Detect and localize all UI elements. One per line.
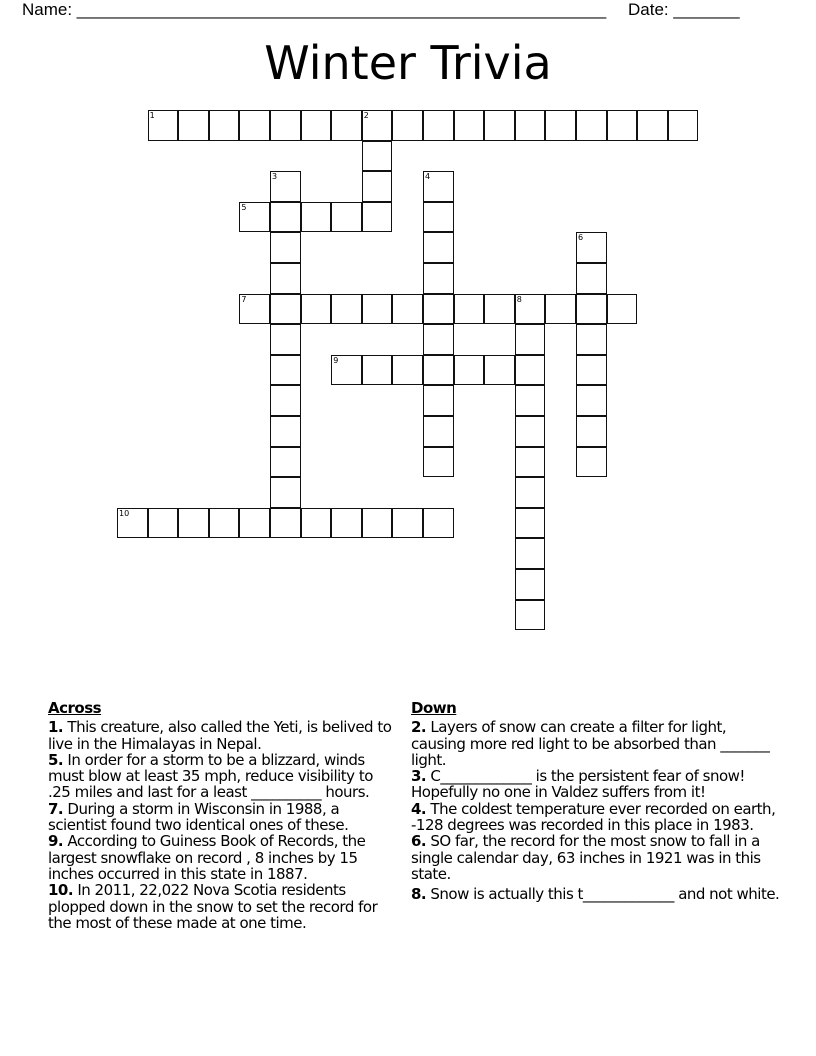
crossword-cell[interactable]: [331, 294, 362, 325]
crossword-cell[interactable]: [423, 447, 454, 478]
clue-number-label: 3: [272, 172, 278, 182]
crossword-cell[interactable]: [515, 355, 546, 386]
crossword-cell[interactable]: [392, 294, 423, 325]
clue-number: 2.: [411, 718, 427, 737]
date-field[interactable]: Date: _______: [628, 0, 740, 19]
crossword-cell[interactable]: [270, 171, 301, 202]
crossword-cell[interactable]: [515, 416, 546, 447]
crossword-cell[interactable]: [423, 263, 454, 294]
clue-number-label: 6: [578, 233, 584, 243]
clue-text: In order for a storm to be a blizzard, winds must blow at least 35 mph, reduce visibility to .25 miles and last for a least __________ hours.: [48, 750, 373, 802]
crossword-cell[interactable]: [392, 355, 423, 386]
crossword-cell[interactable]: [423, 508, 454, 539]
crossword-cell[interactable]: [392, 508, 423, 539]
crossword-cell[interactable]: [576, 416, 607, 447]
crossword-cell[interactable]: [423, 294, 454, 325]
clue-text: Snow is actually this t_____________ and not white.: [426, 885, 780, 904]
crossword-cell[interactable]: [515, 385, 546, 416]
crossword-cell[interactable]: [423, 355, 454, 386]
clue-number: 4.: [411, 799, 427, 818]
clue-text: The coldest temperature ever recorded on earth, -128 degrees was recorded in this place in 1983.: [411, 799, 776, 835]
crossword-cell[interactable]: [423, 416, 454, 447]
clue-number: 5.: [48, 750, 64, 769]
crossword-cell[interactable]: [331, 110, 362, 141]
crossword-cell[interactable]: [515, 447, 546, 478]
crossword-cell[interactable]: [301, 508, 332, 539]
crossword-cell[interactable]: [668, 110, 699, 141]
clue-text: According to Guiness Book of Records, the largest snowflake on record , 8 inches by 15 inches occurred in this state in 1887.: [48, 832, 366, 883]
crossword-cell[interactable]: [148, 508, 179, 539]
crossword-cell[interactable]: [484, 355, 515, 386]
crossword-cell[interactable]: [423, 202, 454, 233]
clue-number-label: 5: [241, 202, 247, 212]
crossword-cell[interactable]: [637, 110, 668, 141]
clue-text: C_____________ is the persistent fear of snow! Hopefully no one in Valdez suffers from it!: [411, 767, 745, 802]
across-clue: [48, 833, 398, 882]
crossword-cell[interactable]: [515, 294, 546, 325]
crossword-cell[interactable]: [331, 508, 362, 539]
down-heading: Down: [411, 699, 457, 717]
crossword-cell[interactable]: [331, 202, 362, 233]
crossword-cell[interactable]: [178, 110, 209, 141]
page-title: Winter Trivia: [264, 36, 552, 90]
crossword-cell[interactable]: [545, 110, 576, 141]
crossword-cell[interactable]: [270, 263, 301, 294]
crossword-cell[interactable]: [454, 294, 485, 325]
crossword-cell[interactable]: [270, 355, 301, 386]
crossword-cell[interactable]: [270, 294, 301, 325]
across-clue: [48, 882, 398, 931]
crossword-cell[interactable]: [239, 508, 270, 539]
crossword-cell[interactable]: [484, 110, 515, 141]
clue-number: 10.: [48, 881, 74, 900]
clue-number-label: 4: [425, 172, 431, 182]
across-clue: [48, 752, 398, 801]
crossword-cell[interactable]: [515, 477, 546, 508]
clue-number: 1.: [48, 718, 64, 737]
crossword-cell[interactable]: [239, 294, 270, 325]
across-heading: Across: [48, 699, 102, 717]
crossword-cell[interactable]: [454, 110, 485, 141]
down-clue: [411, 833, 781, 882]
crossword-cell[interactable]: [423, 385, 454, 416]
crossword-cell[interactable]: [270, 202, 301, 233]
crossword-cell[interactable]: [239, 202, 270, 233]
crossword-cell[interactable]: [301, 110, 332, 141]
crossword-cell[interactable]: [270, 110, 301, 141]
crossword-cell[interactable]: [117, 508, 148, 539]
crossword-cell[interactable]: [515, 600, 546, 631]
crossword-cell[interactable]: [362, 294, 393, 325]
crossword-cell[interactable]: [270, 508, 301, 539]
clue-text: During a storm in Wisconsin in 1988, a scientist found two identical ones of these.: [48, 799, 349, 835]
clue-number-label: 7: [241, 294, 247, 304]
crossword-cell[interactable]: [270, 416, 301, 447]
clue-number-label: 2: [363, 111, 369, 120]
crossword-cell[interactable]: [148, 110, 179, 141]
crossword-cell[interactable]: [178, 508, 209, 539]
crossword-cell[interactable]: [576, 447, 607, 478]
down-clues: [411, 700, 781, 903]
crossword-cell[interactable]: [576, 232, 607, 263]
clue-number: 9.: [48, 832, 64, 851]
crossword-cell[interactable]: [515, 538, 546, 569]
crossword-cell[interactable]: [270, 324, 301, 355]
down-clue: [411, 768, 781, 801]
clue-number: 7.: [48, 799, 64, 818]
crossword-cell[interactable]: [423, 232, 454, 263]
crossword-cell[interactable]: [576, 294, 607, 325]
crossword-cell[interactable]: [392, 110, 423, 141]
crossword-cell[interactable]: [515, 508, 546, 539]
crossword-cell[interactable]: [270, 232, 301, 263]
clue-number: 8.: [411, 885, 427, 904]
name-field[interactable]: Name: ________________________________________________________: [22, 0, 607, 19]
crossword-cell[interactable]: [270, 477, 301, 508]
down-clue: [411, 801, 781, 834]
clue-number: 6.: [411, 832, 427, 851]
clue-number-label: 8: [516, 294, 522, 304]
clue-number-label: 1: [149, 111, 155, 120]
crossword-cell[interactable]: [301, 202, 332, 233]
down-clue: [411, 886, 781, 902]
crossword-cell[interactable]: [576, 110, 607, 141]
crossword-cell[interactable]: [362, 171, 393, 202]
crossword-cell[interactable]: [362, 110, 393, 141]
crossword-cell[interactable]: [576, 263, 607, 294]
crossword-cell[interactable]: [270, 385, 301, 416]
clue-text: This creature, also called the Yeti, is belived to live in the Himalayas in Nepal.: [48, 718, 392, 753]
crossword-cell[interactable]: [454, 355, 485, 386]
crossword-cell[interactable]: [301, 294, 332, 325]
across-clue: [48, 801, 398, 834]
clue-text: Layers of snow can create a filter for light, causing more red light to be absorbed than _______ light.: [411, 718, 770, 769]
down-clue: [411, 719, 781, 768]
crossword-cell[interactable]: [515, 324, 546, 355]
crossword-cell[interactable]: [362, 141, 393, 172]
crossword-cell[interactable]: [331, 355, 362, 386]
clue-number-label: 10: [119, 508, 130, 518]
crossword-cell[interactable]: [362, 355, 393, 386]
crossword-cell[interactable]: [576, 385, 607, 416]
crossword-cell[interactable]: [423, 110, 454, 141]
crossword-cell[interactable]: [576, 324, 607, 355]
crossword-cell[interactable]: [423, 171, 454, 202]
crossword-cell[interactable]: [239, 110, 270, 141]
crossword-cell[interactable]: [209, 508, 240, 539]
clue-number-label: 9: [333, 355, 339, 365]
crossword-cell[interactable]: [484, 294, 515, 325]
crossword-cell[interactable]: [545, 294, 576, 325]
crossword-cell[interactable]: [362, 508, 393, 539]
crossword-cell[interactable]: [607, 110, 638, 141]
clue-number: 3.: [411, 767, 427, 786]
clue-text: In 2011, 22,022 Nova Scotia residents plopped down in the snow to set the record for the most of these made at one time.: [48, 881, 378, 932]
clue-text: SO far, the record for the most snow to fall in a single calendar day, 63 inches in 1921 was in this state.: [411, 832, 761, 883]
across-clue: [48, 719, 398, 752]
crossword-cell[interactable]: [607, 294, 638, 325]
crossword-cell[interactable]: [576, 355, 607, 386]
crossword-cell[interactable]: [515, 110, 546, 141]
crossword-cell[interactable]: [270, 447, 301, 478]
across-clues: [48, 700, 398, 931]
crossword-cell[interactable]: [209, 110, 240, 141]
crossword-cell[interactable]: [515, 569, 546, 600]
crossword-cell[interactable]: [423, 324, 454, 355]
crossword-cell[interactable]: [362, 202, 393, 233]
